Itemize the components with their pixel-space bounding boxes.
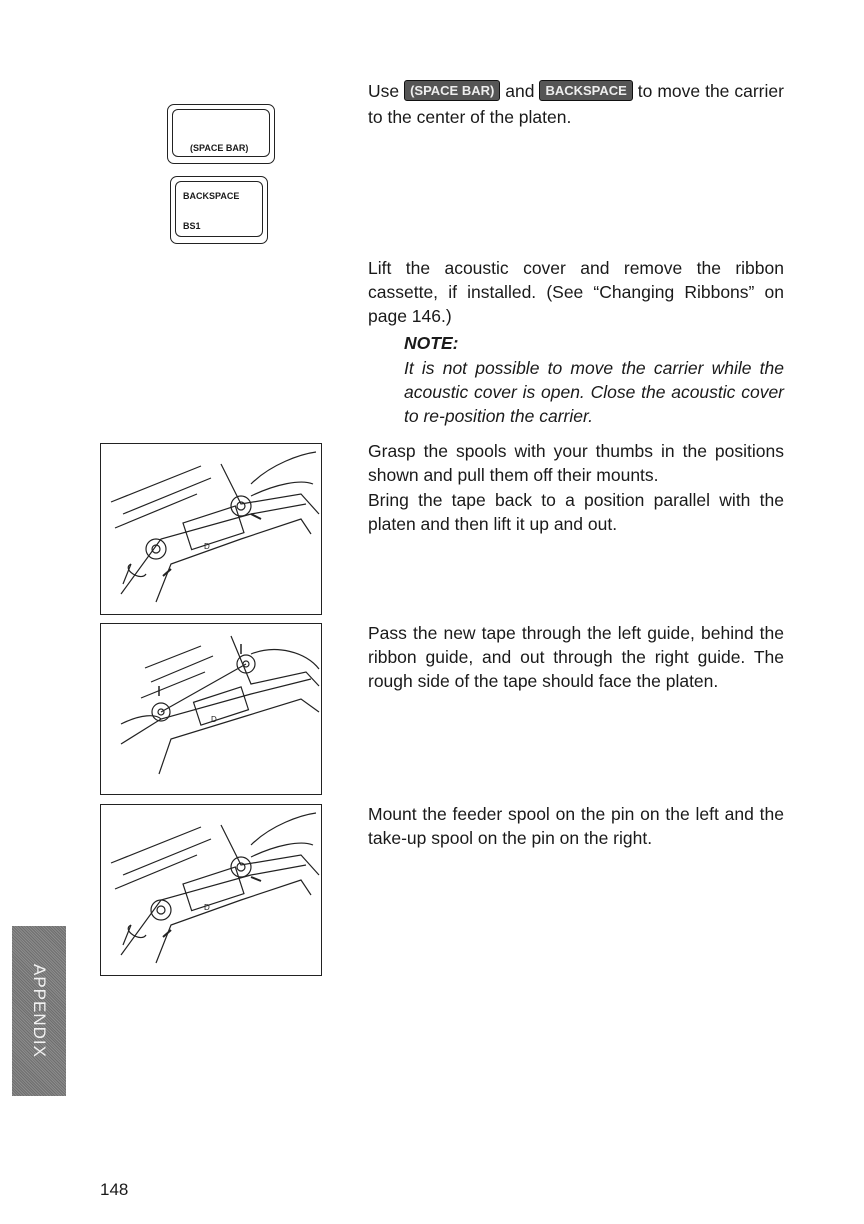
space-bar-keycap xyxy=(167,104,275,164)
svg-text:D: D xyxy=(211,715,217,724)
backspace-keycap xyxy=(170,176,268,244)
space-bar-key-inline: (SPACE BAR) xyxy=(404,80,500,101)
thread-tape-illustration xyxy=(100,623,322,795)
note-title: NOTE: xyxy=(404,333,459,353)
page-number: 148 xyxy=(100,1180,129,1199)
appendix-side-tab xyxy=(12,926,66,1096)
step1-and: and xyxy=(505,81,535,101)
step1-use: Use xyxy=(368,81,400,101)
svg-text:D: D xyxy=(204,542,210,551)
bs1-keycap-label: BS1 xyxy=(183,221,201,231)
space-bar-keycap-label: (SPACE BAR) xyxy=(190,143,249,153)
step4-text: Pass the new tape through the left guide, behind the ribbon guide, and out through the right guide. The rough side of the tape should face the platen. xyxy=(368,623,784,691)
step3-text-2: Bring the tape back to a position parallel with the platen and then lift it up and out. xyxy=(368,490,784,534)
step3-text-1: Grasp the spools with your thumbs in the positions shown and pull them off their mounts. xyxy=(368,441,784,485)
step1-text xyxy=(368,78,784,130)
note-body: It is not possible to move the carrier while the acoustic cover is open. Close the acoustic cover to re-position the carrier. xyxy=(404,358,784,426)
step5-text: Mount the feeder spool on the pin on the left and the take-up spool on the pin on the right. xyxy=(368,804,784,848)
appendix-tab-label: APPENDIX xyxy=(30,964,49,1058)
backspace-key-inline: BACKSPACE xyxy=(539,80,632,101)
mount-spools-illustration xyxy=(100,804,322,976)
backspace-keycap-label: BACKSPACE xyxy=(183,191,240,201)
step1-rest: to move the carrier to the center of the platen. xyxy=(368,81,784,127)
remove-spools-illustration xyxy=(100,443,322,615)
step2-text: Lift the acoustic cover and remove the ribbon cassette, if installed. (See “Changing Ribbons” on page 146.) xyxy=(368,258,784,326)
svg-text:D: D xyxy=(204,903,210,912)
